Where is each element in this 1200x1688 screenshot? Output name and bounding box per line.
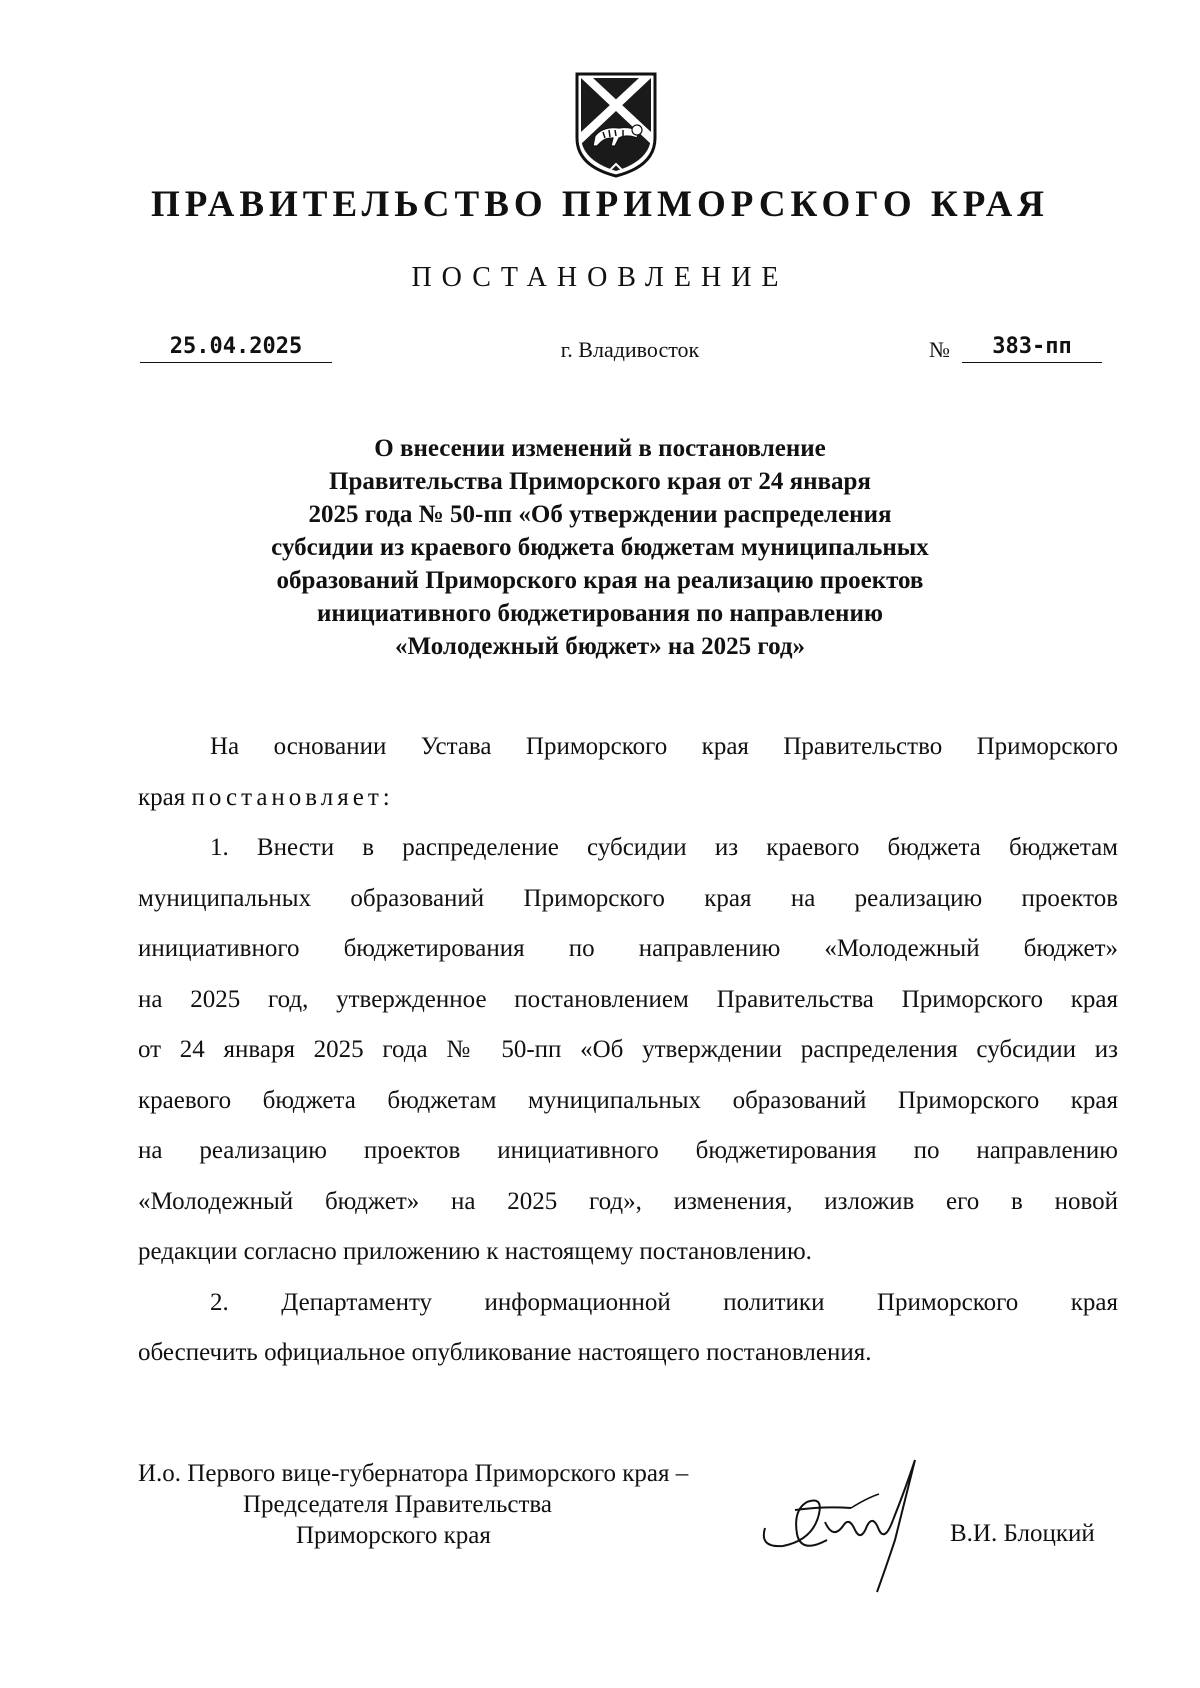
- body-line: [138, 773, 1118, 824]
- heading-line: О внесении изменений в постановление: [374, 435, 826, 462]
- body-line: «Молодежный бюджет» на 2025 год», изменения, изложив его в новой: [138, 1187, 1118, 1215]
- body-line: редакции согласно приложению к настоящему постановлению.: [138, 1238, 812, 1265]
- heading-line: инициативного бюджетирования по направлению: [317, 600, 883, 627]
- body-line: 2. Департаменту информационной политики Приморского края: [210, 1288, 1118, 1316]
- handwritten-signature: [755, 1450, 935, 1600]
- heading-line: «Молодежный бюджет» на 2025 год»: [395, 633, 805, 660]
- body-line: на реализацию проектов инициативного бюджетирования по направлению: [138, 1137, 1118, 1164]
- signatory-position: [138, 1458, 688, 1551]
- document-date: 25.04.2025: [140, 334, 332, 363]
- position-line: И.о. Первого вице-губернатора Приморского края –: [138, 1460, 689, 1487]
- government-title: ПРАВИТЕЛЬСТВО ПРИМОРСКОГО КРАЯ: [150, 184, 1050, 225]
- heading-line: образований Приморского края на реализацию проектов: [276, 567, 924, 594]
- resolve-verb: постановляет:: [191, 783, 394, 811]
- body-line: муниципальных образований Приморского края на реализацию проектов: [138, 884, 1118, 912]
- document-number: 383-пп: [962, 334, 1102, 363]
- body-line: инициативного бюджетирования по направлению «Молодежный бюджет»: [138, 935, 1118, 962]
- heading-line: 2025 года № 50-пп «Об утверждении распределения: [308, 501, 892, 528]
- position-line: Председателя Правительства: [243, 1491, 552, 1518]
- heading-line: субсидии из краевого бюджета бюджетам муниципальных: [271, 534, 929, 561]
- position-line: Приморского края: [296, 1522, 491, 1549]
- heading-line: Правительства Приморского края от 24 января: [329, 468, 871, 495]
- document-heading: [200, 432, 1000, 663]
- body-line: от 24 января 2025 года № 50-пп «Об утверждении распределения субсидии из: [138, 1036, 1118, 1063]
- body-line: На основании Устава Приморского края Правительство Приморского: [210, 733, 1118, 760]
- body-line: краевого бюджета бюджетам муниципальных образований Приморского края: [138, 1086, 1118, 1114]
- document-type: ПОСТАНОВЛЕНИЕ: [411, 262, 789, 293]
- body-line: обеспечить официальное опубликование настоящего постановления.: [138, 1339, 872, 1366]
- body-line: на 2025 год, утвержденное постановлением Правительства Приморского края: [138, 985, 1118, 1013]
- document-body: [138, 722, 1118, 1379]
- coat-of-arms-emblem: [573, 70, 659, 180]
- number-sign: №: [929, 337, 950, 362]
- document-city: г. Владивосток: [560, 337, 700, 362]
- signer-name: В.И. Блоцкий: [950, 1520, 1095, 1547]
- body-text-fragment: края: [138, 783, 186, 811]
- body-line: 1. Внести в распределение субсидии из краевого бюджета бюджетам: [210, 834, 1118, 861]
